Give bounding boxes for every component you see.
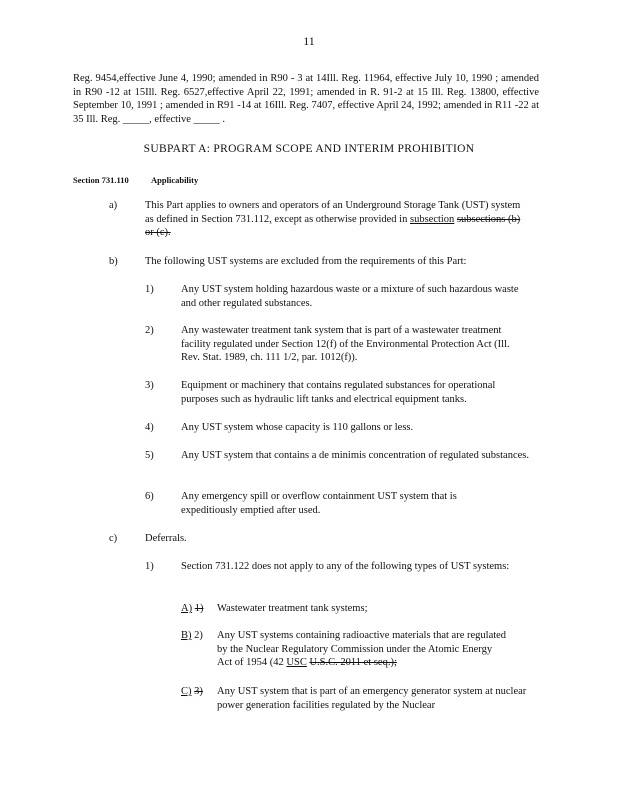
list-item: Any emergency spill or overflow containment UST system that is expeditiously emptied after used. (181, 491, 457, 516)
list-item: Section 731.122 does not apply to any of the following types of UST systems: (181, 561, 510, 572)
subitem-text (217, 629, 507, 670)
subitem-text-part: Any UST systems containing radioactive materials that are regulated by the Nuclear Regulatory Commission under the Atomic Energy Act of 1954 (42 (217, 630, 507, 669)
new-marker: A) (181, 603, 193, 614)
subitem-marker (181, 685, 221, 699)
list-item-marker: 6) (145, 491, 154, 502)
inserted-usc: USC (286, 657, 307, 669)
list-item: Any wastewater treatment tank system that is part of a wastewater treatment facility regulated under Section 12(f) of the Environmental Protection Act (Ill. Rev. Stat. 1989, ch. 111 1/2, par. 1012(f)). (181, 325, 510, 364)
paragraph-a-text: This Part applies to owners and operators of an Underground Storage Tank (UST) system as defined in Section 731.112 (145, 200, 521, 225)
section-title: Applicability (151, 175, 199, 185)
amendment-history (73, 72, 539, 126)
paragraph-c-marker: c) (109, 533, 118, 544)
paragraph-a-text-2: except as otherwise provided in (274, 213, 408, 225)
list-item-marker: 3) (145, 380, 154, 391)
subitem-marker (181, 602, 221, 616)
old-marker: 2) (194, 630, 203, 641)
list-item: Any UST system holding hazardous waste or a mixture of such hazardous waste and other regulated substances. (181, 284, 519, 309)
paragraph-b-text: The following UST systems are excluded from the requirements of this Part: (145, 256, 467, 267)
paragraph-b-marker: b) (109, 256, 118, 267)
subpart-heading: SUBPART A: PROGRAM SCOPE AND INTERIM PROHIBITION (143, 143, 475, 155)
list-item-marker: 2) (145, 325, 154, 336)
deleted-usc: U.S.C. 2011 et seq.); (309, 657, 397, 669)
paragraph-a (145, 199, 529, 240)
paragraph-c-text: Deferrals. (145, 533, 187, 544)
list-item-marker: 1) (145, 561, 154, 572)
list-item-marker: 4) (145, 422, 154, 433)
paragraph-a-inserted-text: subsection (409, 213, 455, 225)
list-item-marker: 5) (145, 450, 154, 461)
old-marker: 1) (194, 603, 204, 614)
page-number: 11 (303, 34, 315, 48)
list-item: Equipment or machinery that contains regulated substances for operational purposes such as hydraulic lift tanks and electrical equipment tanks. (181, 380, 496, 405)
paragraph-a-marker: a) (109, 200, 118, 211)
subitem-text: Any UST system that is part of an emergency generator system at nuclear power generation facilities regulated by the Nuclear (217, 686, 527, 711)
list-item: Any UST system whose capacity is 110 gallons or less. (181, 422, 414, 433)
history-blank-date: _____ (193, 113, 220, 125)
subitem-marker (181, 629, 221, 643)
paragraph-a-deleted-text: subsections (b) or (c). (145, 213, 521, 239)
new-marker: B) (181, 630, 192, 641)
old-marker: 3) (194, 686, 203, 697)
list-item-marker: 1) (145, 284, 154, 295)
new-marker: C) (181, 686, 192, 697)
history-period: . (222, 113, 226, 125)
paragraph-a-inserted-comma: , (269, 213, 272, 225)
section-number: Section 731.110 (73, 175, 129, 185)
subitem-text: Wastewater treatment tank systems; (217, 603, 368, 614)
history-blank-reg: _____ (122, 113, 150, 125)
history-text-effective: , effective (149, 113, 191, 125)
history-text: Reg. 9454,effective June 4, 1990; amended in R90 - 3 at 14Ill. Reg. 11964, effective July 10, 1990 ; amended in R90 -12 at 15Ill. Reg. 6527,effective April 22, 1991; amended in R. 91-2 at 15 Ill. Reg. 13800, effective September 10, 1991 ; amended in R91 -14 at 16Ill. Reg. 7407, effective April 24, 1992; amended in R11 -22 at 35 Ill. Reg. (73, 73, 539, 125)
list-item: Any UST system that contains a de minimis concentration of regulated substances. (181, 450, 529, 461)
